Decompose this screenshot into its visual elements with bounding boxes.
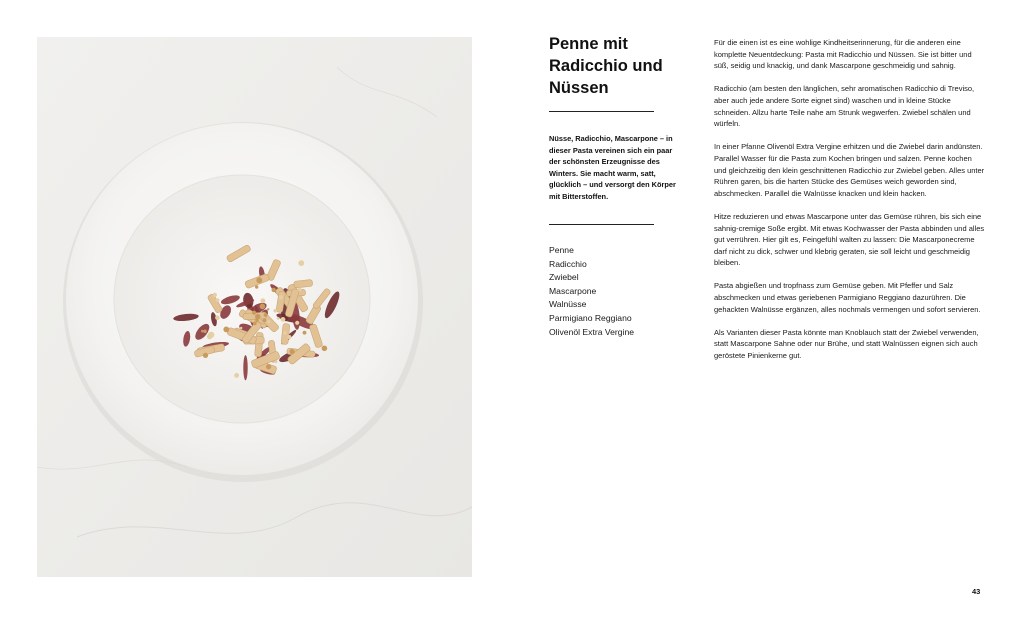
ingredient-item: Radicchio <box>549 258 587 269</box>
recipe-intro: Nüsse, Radicchio, Mascarpone – in dieser Pasta vereinen sich ein paar der schönsten Erzeugnisse des Winters. Sie macht warm, satt, glücklich – und versorgt den Körper mit Bitterstoffen. <box>549 134 676 201</box>
ingredient-item: Walnüsse <box>549 299 587 310</box>
ingredient-list <box>549 244 634 339</box>
recipe-instructions <box>714 37 986 373</box>
instruction-paragraph: Hitze reduzieren und etwas Mascarpone unter das Gemüse rühren, bis sich eine sahnig-cremige Soße ergibt. Mit etwas Kochwasser der Pasta abbinden und alles gut verrühren. Hier gilt es, Feingefühl walten zu lassen: Die Mascarponecreme darf nicht zu dick, schwer und klebrig geraten, sie soll leicht und geschmeidig bleiben. <box>714 211 985 268</box>
ingredient-item: Mascarpone <box>549 285 597 296</box>
instruction-paragraph: Pasta abgießen und tropfnass zum Gemüse geben. Mit Pfeffer und Salz abschmecken und etwas geriebenen Parmigiano Reggiano dazurühren. Die gehackten Walnüsse ergänzen, alles nochmals vermengen und sofort servieren. <box>714 281 981 314</box>
ingredient-item: Olivenöl Extra Vergine <box>549 326 635 337</box>
ingredient-item: Parmigiano Reggiano <box>549 312 632 323</box>
title-divider <box>549 111 654 112</box>
recipe-title: Penne mit Radicchio und Nüssen <box>549 35 663 97</box>
ingredient-item: Penne <box>549 245 574 255</box>
instruction-paragraph: Als Varianten dieser Pasta könnte man Knoblauch statt der Zwiebel verwenden, statt Mascarpone Sahne oder nur Brühe, und statt Walnüssen eignen sich auch geröstete Pinienkerne gut. <box>714 327 979 361</box>
ingredient-item: Zwiebel <box>549 272 579 283</box>
page-number: 43 <box>972 587 981 596</box>
recipe-photo <box>37 37 472 577</box>
instruction-paragraph: Radicchio (am besten den länglichen, sehr aromatischen Radicchio di Treviso, aber auch jede andere Sorte eignet sind) waschen und in kleine Stücke schneiden. Allzu harte Teile nahe am Strunk wegwerfen. Zwiebel schälen und würfeln. <box>714 84 975 129</box>
instruction-paragraph: In einer Pfanne Olivenöl Extra Vergine erhitzen und die Zwiebel darin andünsten. Parallel Wasser für die Pasta zum Kochen bringen und salzen. Penne kochen und gleichzeitig den klein geschnittenen Radicchio zur Zwiebel geben. Alles unter Rühren garen, bis die harten Stücke des Gemüses weich geworden sind, abschmecken. Parallel die Walnüsse knacken und klein hacken. <box>714 142 985 198</box>
instruction-paragraph: Für die einen ist es eine wohlige Kindheitserinnerung, für die anderen eine komplette Neuentdeckung: Pasta mit Radicchio und Nüssen. Sie ist bitter und süß, seidig und knackig, und dank Mascarpone geschmeidig und sahnig. <box>714 38 972 71</box>
pasta-plate-image <box>37 37 472 577</box>
intro-divider <box>549 224 654 225</box>
